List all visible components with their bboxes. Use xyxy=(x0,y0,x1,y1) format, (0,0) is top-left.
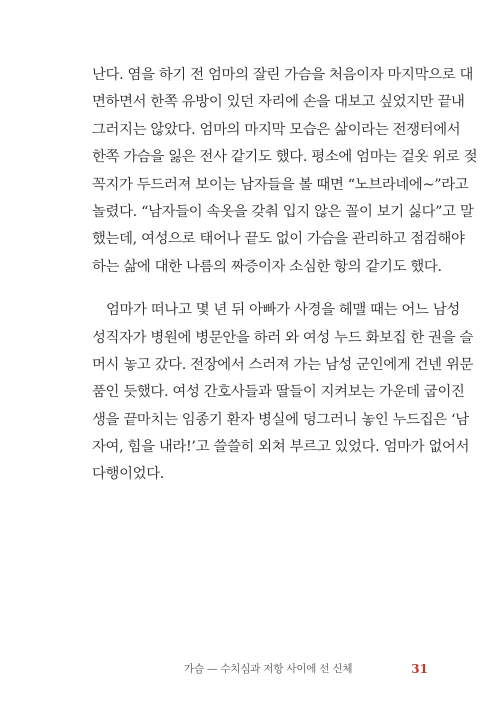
text-line: 그러지는 않았다. 엄마의 마지막 모습은 삶이라는 전쟁터에서 xyxy=(92,121,461,138)
text-line: 놀렸다. “남자들이 속옷을 갖춰 입지 않은 꼴이 보기 싫다”고 말 xyxy=(92,203,474,220)
text-line: 하는 삶에 대한 나름의 짜증이자 소심한 항의 같기도 했다. xyxy=(92,258,442,275)
body-text xyxy=(92,62,478,505)
page-number: 31 xyxy=(411,662,428,676)
text-line: 꼭지가 두드러져 보이는 남자들을 볼 때면 “노브라네에~”라고 xyxy=(92,176,469,193)
text-line: 엄마가 떠나고 몇 년 뒤 아빠가 사경을 헤맬 때는 어느 남성 xyxy=(106,302,460,319)
text-line: 자여, 힘을 내라!’고 쓸쓸히 외쳐 부르고 있었다. 엄마가 없어서 xyxy=(92,439,470,456)
text-line: 면하면서 한쪽 유방이 있던 자리에 손을 대보고 싶었지만 끝내 xyxy=(92,94,465,111)
text-line: 했는데, 여성으로 태어나 끝도 없이 가슴을 관리하고 점검해야 xyxy=(92,231,465,248)
page-footer xyxy=(92,660,428,678)
text-line: 생을 끝마치는 임종기 환자 병실에 덩그러니 놓인 누드집은 ‘남 xyxy=(92,411,469,428)
text-line: 머시 놓고 갔다. 전장에서 스러져 가는 남성 군인에게 건넨 위문 xyxy=(92,356,474,373)
text-line: 한쪽 가슴을 잃은 전사 같기도 했다. 평소에 엄마는 겉옷 위로 젖 xyxy=(92,149,478,166)
text-line: 난다. 염을 하기 전 엄마의 잘린 가슴을 처음이자 마지막으로 대 xyxy=(92,67,474,83)
text-line: 성직자가 병원에 병문안을 하러 와 여성 누드 화보집 한 권을 슬 xyxy=(92,329,474,346)
paragraph-1 xyxy=(92,62,478,281)
paragraph-2 xyxy=(92,297,474,489)
text-line: 다행이었다. xyxy=(92,466,164,483)
running-title: 가슴 — 수치심과 저항 사이에 선 신체 xyxy=(184,663,353,675)
text-line: 품인 듯했다. 여성 간호사들과 딸들이 지켜보는 가운데 굽이진 xyxy=(92,384,465,401)
